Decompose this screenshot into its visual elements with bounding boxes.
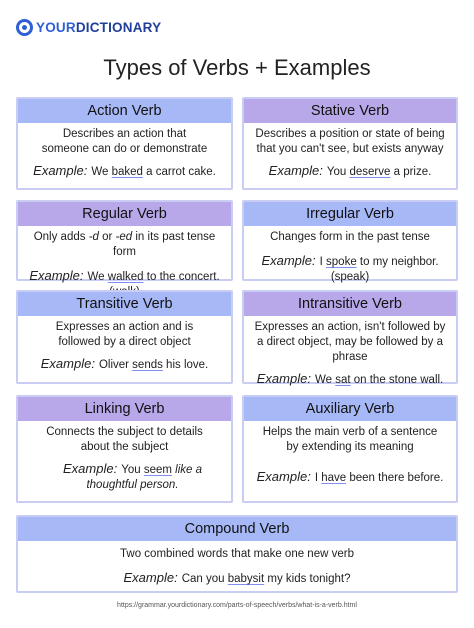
card-irregular-verb — [242, 200, 458, 281]
card-action-verb — [16, 97, 233, 190]
brand-your: YOUR — [36, 19, 76, 35]
card-example — [244, 365, 456, 388]
desc-suffix: -ed — [115, 231, 133, 243]
card-title: Intransitive Verb — [244, 292, 456, 316]
desc-text: or — [98, 231, 116, 243]
example-label: Example: — [268, 163, 323, 178]
brand-wordmark — [36, 20, 161, 35]
card-transitive-verb — [16, 290, 233, 384]
card-intransitive-verb — [242, 290, 458, 384]
example-text: Oliver — [98, 359, 133, 371]
example-verb: sat — [335, 374, 351, 386]
logo-icon — [16, 19, 33, 36]
example-verb: have — [321, 472, 347, 484]
card-title: Compound Verb — [18, 517, 456, 541]
card-example — [18, 350, 231, 373]
example-verb: seem — [143, 464, 172, 476]
example-text: to the concert. — [146, 271, 220, 283]
example-text: We — [314, 374, 336, 386]
card-description: Expresses an action and is followed by a direct object — [55, 321, 194, 348]
example-text: like a thoughtful person. — [86, 464, 202, 491]
example-text: on the stone wall. — [350, 374, 444, 386]
card-example — [18, 562, 456, 587]
card-title: Stative Verb — [244, 99, 456, 123]
card-title: Transitive Verb — [18, 292, 231, 316]
card-title: Regular Verb — [18, 202, 231, 226]
card-stative-verb — [242, 97, 458, 190]
card-example — [244, 245, 456, 285]
example-text: to my neighbor. (speak) — [330, 256, 439, 283]
source-url: https://grammar.yourdictionary.com/parts-of-speech/verbs/what-is-a-verb.html — [117, 602, 357, 609]
example-text: Can you — [181, 573, 228, 585]
page-title: Types of Verbs + Examples — [103, 55, 371, 80]
example-text: his love. — [162, 359, 209, 371]
card-description — [18, 226, 231, 260]
card-example — [244, 157, 456, 180]
example-label: Example: — [123, 570, 178, 585]
card-description: Expresses an action, isn't followed by a direct object, may be followed by a phrase — [254, 321, 446, 363]
desc-text: in its past tense form — [113, 231, 216, 258]
example-label: Example: — [40, 356, 95, 371]
example-verb: spoke — [326, 256, 357, 268]
card-description: Two combined words that make one new verb — [120, 548, 354, 560]
card-example — [18, 455, 231, 493]
example-label: Example: — [261, 253, 316, 268]
example-text: You — [326, 166, 350, 178]
example-text: a prize. — [390, 166, 432, 178]
example-verb: babysit — [227, 573, 265, 585]
card-example — [18, 157, 231, 180]
example-text: my kids tonight? — [264, 573, 351, 585]
example-label: Example: — [63, 461, 118, 476]
example-text: We — [87, 271, 108, 283]
card-description: Helps the main verb of a sentence by extending its meaning — [262, 426, 438, 453]
card-description: Describes an action that someone can do or demonstrate — [41, 128, 208, 155]
card-title: Linking Verb — [18, 397, 231, 421]
example-verb: baked — [111, 166, 143, 178]
card-title: Action Verb — [18, 99, 231, 123]
example-label: Example: — [256, 371, 311, 386]
card-auxiliary-verb — [242, 395, 458, 503]
card-regular-verb — [16, 200, 233, 281]
example-label: Example: — [256, 469, 311, 484]
brand-dictionary: DICTIONARY — [75, 19, 162, 35]
example-text: I — [314, 472, 322, 484]
example-verb: walked — [107, 271, 144, 283]
card-linking-verb — [16, 395, 233, 503]
card-description: Describes a position or state of being that you can't see, but exists anyway — [255, 128, 445, 155]
desc-text: Only adds — [33, 231, 89, 243]
card-description: Changes form in the past tense — [270, 231, 430, 243]
card-example — [244, 455, 456, 486]
example-label: Example: — [33, 163, 88, 178]
example-verb: sends — [132, 359, 163, 371]
desc-suffix: -d — [88, 231, 99, 243]
card-compound-verb — [16, 515, 458, 593]
example-text: been there before. — [346, 472, 444, 484]
example-text: I — [319, 256, 327, 268]
example-text: You — [121, 464, 144, 476]
card-title: Auxiliary Verb — [244, 397, 456, 421]
example-text: a carrot cake. — [142, 166, 216, 178]
example-verb: deserve — [349, 166, 391, 178]
example-label: Example: — [29, 268, 84, 283]
brand-logo — [16, 16, 161, 38]
example-text: We — [91, 166, 112, 178]
card-title: Irregular Verb — [244, 202, 456, 226]
card-description: Connects the subject to details about the subject — [46, 426, 203, 453]
